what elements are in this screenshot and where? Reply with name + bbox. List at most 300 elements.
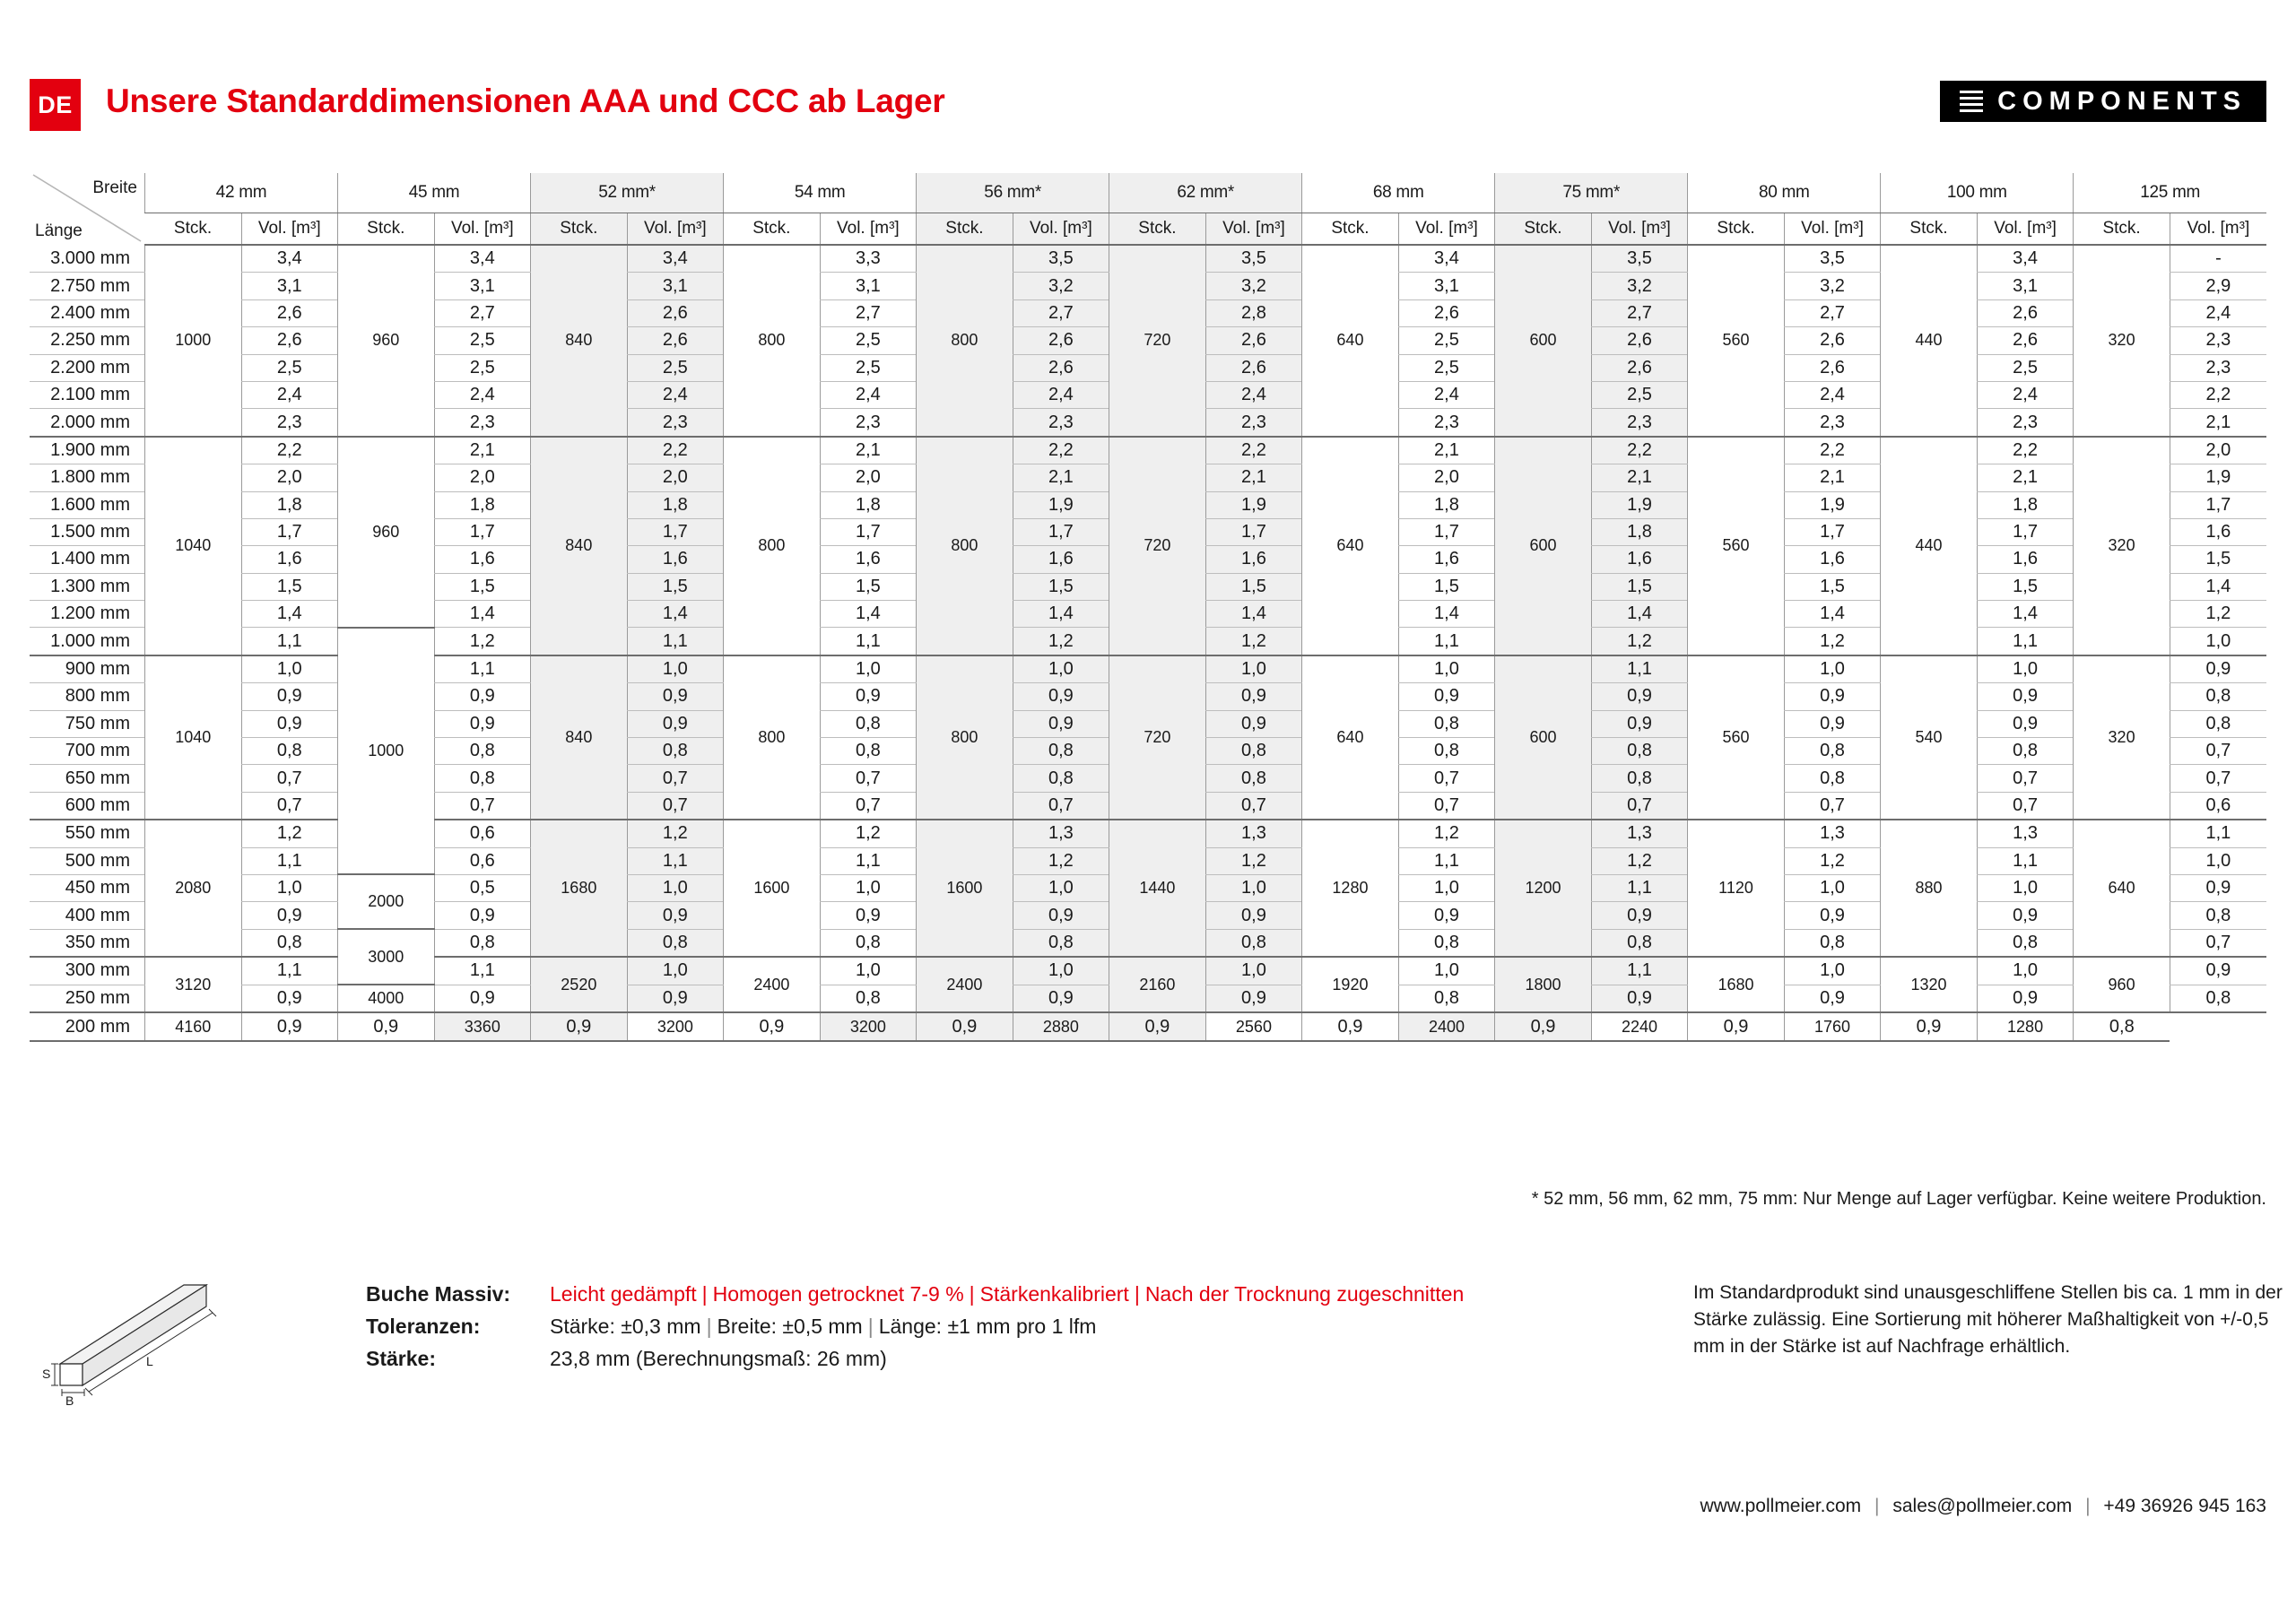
volume-cell: 0,7 bbox=[1977, 792, 2074, 820]
volume-cell: 0,8 bbox=[1205, 738, 1302, 765]
volume-cell: 3,1 bbox=[1398, 273, 1495, 299]
volume-cell: 1,5 bbox=[2170, 546, 2266, 573]
volume-cell: 1,6 bbox=[1205, 546, 1302, 573]
axis-corner-cell bbox=[30, 173, 145, 245]
stck-cell: 600 bbox=[1495, 437, 1592, 655]
contact-website[interactable]: www.pollmeier.com bbox=[1700, 1496, 1862, 1516]
contact-email[interactable]: sales@pollmeier.com bbox=[1892, 1496, 2073, 1516]
volume-cell: 0,9 bbox=[1784, 710, 1881, 737]
volume-cell: 1,2 bbox=[1205, 847, 1302, 874]
length-cell: 650 mm bbox=[30, 765, 145, 792]
stck-cell: 440 bbox=[1881, 437, 1978, 655]
stck-cell: 880 bbox=[1881, 820, 1978, 957]
volume-cell: 1,2 bbox=[1398, 820, 1495, 847]
volume-cell: 0,8 bbox=[1591, 738, 1688, 765]
volume-cell: 0,7 bbox=[1013, 792, 1109, 820]
stck-cell: 640 bbox=[1302, 437, 1399, 655]
volume-cell: 2,4 bbox=[1013, 381, 1109, 408]
volume-cell: 1,0 bbox=[1977, 655, 2074, 683]
volume-cell: 3,3 bbox=[820, 245, 917, 273]
length-cell: 200 mm bbox=[30, 1012, 145, 1040]
volume-cell: 1,6 bbox=[241, 546, 338, 573]
volume-cell: 0,8 bbox=[2170, 683, 2266, 710]
volume-cell: 1,1 bbox=[2170, 820, 2266, 847]
volume-cell: 0,8 bbox=[1784, 765, 1881, 792]
volume-cell: 0,8 bbox=[820, 929, 917, 957]
volume-cell: 1,4 bbox=[1398, 601, 1495, 628]
stck-cell: 640 bbox=[2074, 820, 2170, 957]
volume-cell: 3,4 bbox=[241, 245, 338, 273]
length-cell: 550 mm bbox=[30, 820, 145, 847]
volume-cell: 0,9 bbox=[1977, 902, 2074, 929]
length-cell: 350 mm bbox=[30, 929, 145, 957]
volume-cell: 1,1 bbox=[241, 628, 338, 655]
width-group-header: 68 mm bbox=[1302, 173, 1495, 213]
volume-cell: 1,6 bbox=[1398, 546, 1495, 573]
volume-cell: 1,6 bbox=[1784, 546, 1881, 573]
volume-cell: 1,4 bbox=[2170, 573, 2266, 600]
volume-cell: 0,7 bbox=[1205, 792, 1302, 820]
volume-cell: 0,7 bbox=[1977, 765, 2074, 792]
stck-cell: 2520 bbox=[531, 957, 628, 1012]
length-cell: 1.300 mm bbox=[30, 573, 145, 600]
volume-cell: 1,0 bbox=[820, 655, 917, 683]
volume-cell: 2,0 bbox=[820, 464, 917, 491]
volume-cell: 0,8 bbox=[1591, 765, 1688, 792]
volume-cell: 0,9 bbox=[627, 710, 724, 737]
volume-cell: 0,8 bbox=[434, 765, 531, 792]
stck-cell: 1040 bbox=[145, 655, 242, 820]
volume-cell: 0,6 bbox=[434, 847, 531, 874]
volume-cell: 2,3 bbox=[1591, 409, 1688, 437]
volume-cell: 0,6 bbox=[434, 820, 531, 847]
volume-cell: 0,7 bbox=[1784, 792, 1881, 820]
hamburger-bars-icon bbox=[1960, 87, 1983, 116]
spec-part: Stärke: ±0,3 mm bbox=[550, 1315, 701, 1338]
volume-cell: 1,0 bbox=[1784, 655, 1881, 683]
sub-header-vol: Vol. [m³] bbox=[1205, 213, 1302, 246]
volume-cell: 1,0 bbox=[1205, 957, 1302, 985]
table-row bbox=[30, 1012, 2266, 1040]
table-row bbox=[30, 245, 2266, 273]
stck-cell: 560 bbox=[1688, 437, 1785, 655]
volume-cell: 1,9 bbox=[1591, 491, 1688, 518]
volume-cell: 1,6 bbox=[1591, 546, 1688, 573]
volume-cell: 0,9 bbox=[1013, 902, 1109, 929]
volume-cell: 1,8 bbox=[1977, 491, 2074, 518]
volume-cell: 1,6 bbox=[434, 546, 531, 573]
length-cell: 250 mm bbox=[30, 985, 145, 1012]
volume-cell: 2,3 bbox=[1205, 409, 1302, 437]
volume-cell: 3,4 bbox=[1977, 245, 2074, 273]
stck-cell: 800 bbox=[724, 655, 821, 820]
width-group-header: 56 mm* bbox=[917, 173, 1109, 213]
volume-cell: 1,4 bbox=[820, 601, 917, 628]
volume-cell: 0,8 bbox=[627, 929, 724, 957]
volume-cell: 1,6 bbox=[627, 546, 724, 573]
volume-cell: 1,0 bbox=[1977, 957, 2074, 985]
spec-separator: | bbox=[867, 1315, 874, 1338]
volume-cell: 0,7 bbox=[820, 765, 917, 792]
width-group-header: 42 mm bbox=[145, 173, 338, 213]
volume-cell: 1,1 bbox=[241, 957, 338, 985]
stck-cell: 2080 bbox=[145, 820, 242, 957]
volume-cell: 2,0 bbox=[627, 464, 724, 491]
volume-cell: 1,0 bbox=[1013, 874, 1109, 901]
volume-cell: 2,4 bbox=[1977, 381, 2074, 408]
spec-value bbox=[550, 1315, 1096, 1339]
volume-cell: 0,9 bbox=[241, 985, 338, 1012]
volume-cell: 2,7 bbox=[434, 299, 531, 326]
sub-header-stck: Stck. bbox=[724, 213, 821, 246]
volume-cell: 1,3 bbox=[1784, 820, 1881, 847]
volume-cell: 2,4 bbox=[820, 381, 917, 408]
volume-cell: 0,7 bbox=[1398, 792, 1495, 820]
beam-diagram bbox=[42, 1269, 345, 1408]
volume-cell: 1,2 bbox=[241, 820, 338, 847]
volume-cell: 1,8 bbox=[820, 491, 917, 518]
volume-cell: 0,9 bbox=[1205, 902, 1302, 929]
volume-cell: 2,1 bbox=[2170, 409, 2266, 437]
volume-cell: 1,0 bbox=[1398, 874, 1495, 901]
volume-cell: 3,1 bbox=[627, 273, 724, 299]
sub-header-stck: Stck. bbox=[338, 213, 435, 246]
volume-cell: 1,4 bbox=[1784, 601, 1881, 628]
volume-cell: 0,5 bbox=[434, 874, 531, 901]
length-cell: 1.900 mm bbox=[30, 437, 145, 464]
volume-cell: 2,5 bbox=[820, 327, 917, 354]
volume-cell: 1,9 bbox=[1784, 491, 1881, 518]
volume-cell: 0,9 bbox=[627, 902, 724, 929]
volume-cell: 1,5 bbox=[1205, 573, 1302, 600]
spec-part: Breite: ±0,5 mm bbox=[717, 1315, 863, 1338]
volume-cell: 2,3 bbox=[1977, 409, 2074, 437]
volume-cell: 0,8 bbox=[434, 738, 531, 765]
volume-cell: 0,8 bbox=[1013, 765, 1109, 792]
volume-cell: 2,5 bbox=[434, 354, 531, 381]
volume-cell: 0,9 bbox=[627, 683, 724, 710]
volume-cell: 0,9 bbox=[2170, 655, 2266, 683]
length-cell: 1.800 mm bbox=[30, 464, 145, 491]
volume-cell: 3,1 bbox=[820, 273, 917, 299]
volume-cell: 0,7 bbox=[2170, 738, 2266, 765]
volume-cell: 0,9 bbox=[241, 1012, 338, 1040]
volume-cell: 2,2 bbox=[1977, 437, 2074, 464]
volume-cell: 1,1 bbox=[1977, 847, 2074, 874]
volume-cell: 0,9 bbox=[1784, 985, 1881, 1012]
volume-cell: 1,0 bbox=[1784, 874, 1881, 901]
volume-cell: 0,8 bbox=[241, 929, 338, 957]
volume-cell: 2,4 bbox=[1205, 381, 1302, 408]
volume-cell: 0,8 bbox=[2074, 1012, 2170, 1040]
contact-phone: +49 36926 945 163 bbox=[2103, 1496, 2266, 1516]
volume-cell: 3,1 bbox=[1977, 273, 2074, 299]
volume-cell: 0,9 bbox=[627, 985, 724, 1012]
volume-cell: 1,8 bbox=[241, 491, 338, 518]
stck-cell: 2560 bbox=[1205, 1012, 1302, 1040]
stck-cell: 1680 bbox=[531, 820, 628, 957]
volume-cell: 1,1 bbox=[1591, 957, 1688, 985]
volume-cell: 1,5 bbox=[1398, 573, 1495, 600]
stck-cell: 3200 bbox=[820, 1012, 917, 1040]
spec-value bbox=[550, 1282, 1464, 1306]
volume-cell: 1,2 bbox=[820, 820, 917, 847]
volume-cell: 1,3 bbox=[1591, 820, 1688, 847]
volume-cell: 1,7 bbox=[1013, 518, 1109, 545]
volume-cell: 1,2 bbox=[1013, 847, 1109, 874]
volume-cell: 0,8 bbox=[1591, 929, 1688, 957]
volume-cell: 2,3 bbox=[820, 409, 917, 437]
volume-cell: 0,8 bbox=[434, 929, 531, 957]
volume-cell: 1,1 bbox=[1977, 628, 2074, 655]
volume-cell: 1,7 bbox=[434, 518, 531, 545]
stck-cell: 600 bbox=[1495, 245, 1592, 437]
volume-cell: 2,6 bbox=[241, 327, 338, 354]
beam-dimension-label: S bbox=[42, 1367, 51, 1381]
stck-cell: 1800 bbox=[1495, 957, 1592, 1012]
stck-cell: 1440 bbox=[1109, 820, 1206, 957]
stck-cell: 1600 bbox=[917, 820, 1013, 957]
volume-cell: 2,1 bbox=[820, 437, 917, 464]
length-cell: 500 mm bbox=[30, 847, 145, 874]
spec-separator: | bbox=[1134, 1282, 1140, 1306]
stck-cell: 1280 bbox=[1302, 820, 1399, 957]
stck-cell: 800 bbox=[724, 245, 821, 437]
volume-cell: 1,8 bbox=[1398, 491, 1495, 518]
volume-cell: 1,0 bbox=[1784, 957, 1881, 985]
volume-cell: 0,8 bbox=[2170, 985, 2266, 1012]
volume-cell: 2,6 bbox=[1977, 327, 2074, 354]
volume-cell: 2,1 bbox=[1205, 464, 1302, 491]
volume-cell: 0,8 bbox=[820, 738, 917, 765]
stck-cell: 720 bbox=[1109, 245, 1206, 437]
length-cell: 450 mm bbox=[30, 874, 145, 901]
length-cell: 2.750 mm bbox=[30, 273, 145, 299]
volume-cell: 3,5 bbox=[1013, 245, 1109, 273]
volume-cell: 0,7 bbox=[2170, 929, 2266, 957]
volume-cell: 0,9 bbox=[531, 1012, 628, 1040]
volume-cell: 0,9 bbox=[434, 683, 531, 710]
brand-logo bbox=[1940, 81, 2266, 122]
product-info-block bbox=[30, 1260, 2283, 1439]
volume-cell: 2,1 bbox=[1398, 437, 1495, 464]
stck-cell: 3120 bbox=[145, 957, 242, 1012]
dimensions-table-wrapper bbox=[30, 173, 2266, 1042]
volume-cell: 2,3 bbox=[1784, 409, 1881, 437]
volume-cell: 0,9 bbox=[1013, 683, 1109, 710]
width-group-header: 54 mm bbox=[724, 173, 917, 213]
stck-cell: 1000 bbox=[338, 628, 435, 875]
volume-cell: 2,0 bbox=[1398, 464, 1495, 491]
length-cell: 2.400 mm bbox=[30, 299, 145, 326]
spec-label: Buche Massiv: bbox=[366, 1282, 511, 1306]
volume-cell: 1,6 bbox=[2170, 518, 2266, 545]
volume-cell: 1,1 bbox=[820, 847, 917, 874]
volume-cell: 1,0 bbox=[2170, 847, 2266, 874]
volume-cell: 1,2 bbox=[2170, 601, 2266, 628]
volume-cell: 0,7 bbox=[241, 765, 338, 792]
width-group-header: 125 mm bbox=[2074, 173, 2266, 213]
volume-cell: 0,7 bbox=[1398, 765, 1495, 792]
volume-cell: 2,7 bbox=[1013, 299, 1109, 326]
width-group-header: 62 mm* bbox=[1109, 173, 1302, 213]
volume-cell: 1,5 bbox=[241, 573, 338, 600]
volume-cell: 2,6 bbox=[241, 299, 338, 326]
volume-cell: 1,3 bbox=[1013, 820, 1109, 847]
spec-row bbox=[366, 1282, 1464, 1306]
volume-cell: 0,9 bbox=[1013, 985, 1109, 1012]
stck-cell: 1280 bbox=[1977, 1012, 2074, 1040]
length-cell: 2.250 mm bbox=[30, 327, 145, 354]
length-cell: 750 mm bbox=[30, 710, 145, 737]
volume-cell: 2,0 bbox=[2170, 437, 2266, 464]
volume-cell: 0,8 bbox=[1013, 738, 1109, 765]
table-head bbox=[30, 173, 2266, 245]
length-cell: 400 mm bbox=[30, 902, 145, 929]
volume-cell: 1,8 bbox=[627, 491, 724, 518]
volume-cell: 0,9 bbox=[434, 985, 531, 1012]
volume-cell: 1,2 bbox=[434, 628, 531, 655]
stck-cell: 960 bbox=[2074, 957, 2170, 1012]
stck-cell: 2160 bbox=[1109, 957, 1206, 1012]
volume-cell: 2,7 bbox=[1591, 299, 1688, 326]
volume-cell: 0,9 bbox=[1205, 710, 1302, 737]
stck-cell: 960 bbox=[338, 245, 435, 437]
volume-cell: 2,6 bbox=[1784, 354, 1881, 381]
volume-cell: 2,3 bbox=[2170, 327, 2266, 354]
volume-cell: 1,8 bbox=[434, 491, 531, 518]
stck-cell: 540 bbox=[1881, 655, 1978, 820]
logo-text: COMPONENTS bbox=[1997, 86, 2247, 116]
volume-cell: - bbox=[2170, 245, 2266, 273]
volume-cell: 1,0 bbox=[627, 874, 724, 901]
volume-cell: 1,5 bbox=[1784, 573, 1881, 600]
volume-cell: 1,1 bbox=[820, 628, 917, 655]
stck-cell: 1600 bbox=[724, 820, 821, 957]
stck-cell: 1320 bbox=[1881, 957, 1978, 1012]
stck-cell: 1000 bbox=[145, 245, 242, 437]
volume-cell: 0,9 bbox=[2170, 957, 2266, 985]
volume-cell: 3,1 bbox=[434, 273, 531, 299]
volume-cell: 0,8 bbox=[627, 738, 724, 765]
volume-cell: 2,6 bbox=[1013, 354, 1109, 381]
volume-cell: 1,1 bbox=[434, 655, 531, 683]
volume-cell: 1,0 bbox=[1013, 957, 1109, 985]
volume-cell: 2,6 bbox=[627, 327, 724, 354]
stck-cell: 800 bbox=[724, 437, 821, 655]
volume-cell: 0,8 bbox=[820, 985, 917, 1012]
volume-cell: 1,4 bbox=[434, 601, 531, 628]
volume-cell: 1,4 bbox=[627, 601, 724, 628]
stck-cell: 3000 bbox=[338, 929, 435, 985]
volume-cell: 2,7 bbox=[820, 299, 917, 326]
volume-cell: 0,9 bbox=[434, 710, 531, 737]
volume-cell: 1,7 bbox=[820, 518, 917, 545]
stck-cell: 320 bbox=[2074, 245, 2170, 437]
volume-cell: 0,8 bbox=[820, 710, 917, 737]
volume-cell: 1,0 bbox=[1205, 655, 1302, 683]
stck-cell: 3360 bbox=[434, 1012, 531, 1040]
sub-header-vol: Vol. [m³] bbox=[627, 213, 724, 246]
volume-cell: 0,9 bbox=[1977, 985, 2074, 1012]
volume-cell: 0,8 bbox=[2170, 902, 2266, 929]
volume-cell: 2,5 bbox=[1398, 327, 1495, 354]
spec-row bbox=[366, 1347, 1464, 1371]
volume-cell: 0,9 bbox=[1977, 683, 2074, 710]
volume-cell: 2,5 bbox=[627, 354, 724, 381]
page-header bbox=[0, 79, 2296, 135]
volume-cell: 1,0 bbox=[627, 957, 724, 985]
stck-cell: 1120 bbox=[1688, 820, 1785, 957]
width-group-header: 80 mm bbox=[1688, 173, 1881, 213]
volume-cell: 0,9 bbox=[1784, 902, 1881, 929]
length-cell: 700 mm bbox=[30, 738, 145, 765]
volume-cell: 1,1 bbox=[1591, 655, 1688, 683]
stck-cell: 2880 bbox=[1013, 1012, 1109, 1040]
volume-cell: 3,4 bbox=[434, 245, 531, 273]
spec-part: Nach der Trocknung zugeschnitten bbox=[1144, 1282, 1465, 1306]
volume-cell: 3,2 bbox=[1013, 273, 1109, 299]
volume-cell: 2,3 bbox=[241, 409, 338, 437]
volume-cell: 1,0 bbox=[2170, 628, 2266, 655]
volume-cell: 0,9 bbox=[1591, 902, 1688, 929]
length-cell: 1.200 mm bbox=[30, 601, 145, 628]
volume-cell: 1,5 bbox=[627, 573, 724, 600]
volume-cell: 1,5 bbox=[434, 573, 531, 600]
volume-cell: 1,7 bbox=[627, 518, 724, 545]
spec-part: 23,8 mm (Berechnungsmaß: 26 mm) bbox=[550, 1347, 887, 1370]
width-group-header: 52 mm* bbox=[531, 173, 724, 213]
stck-cell: 640 bbox=[1302, 245, 1399, 437]
volume-cell: 2,1 bbox=[1013, 464, 1109, 491]
volume-cell: 1,7 bbox=[1784, 518, 1881, 545]
length-cell: 2.100 mm bbox=[30, 381, 145, 408]
volume-cell: 2,5 bbox=[1591, 381, 1688, 408]
sub-header-stck: Stck. bbox=[917, 213, 1013, 246]
volume-cell: 0,9 bbox=[1784, 683, 1881, 710]
sub-header-stck: Stck. bbox=[1109, 213, 1206, 246]
volume-cell: 2,6 bbox=[1205, 327, 1302, 354]
volume-cell: 2,1 bbox=[1977, 464, 2074, 491]
volume-cell: 0,9 bbox=[2170, 874, 2266, 901]
axis-label-breite: Breite bbox=[92, 178, 137, 197]
volume-cell: 2,7 bbox=[1784, 299, 1881, 326]
volume-cell: 0,9 bbox=[1205, 683, 1302, 710]
volume-cell: 1,5 bbox=[820, 573, 917, 600]
length-cell: 1.400 mm bbox=[30, 546, 145, 573]
volume-cell: 1,8 bbox=[1591, 518, 1688, 545]
volume-cell: 2,4 bbox=[1784, 381, 1881, 408]
spec-label: Stärke: bbox=[366, 1347, 436, 1370]
volume-cell: 1,0 bbox=[627, 655, 724, 683]
sub-header-stck: Stck. bbox=[1495, 213, 1592, 246]
beam-dimension-label: L bbox=[146, 1354, 153, 1368]
width-header-row bbox=[30, 173, 2266, 213]
volume-cell: 1,0 bbox=[1013, 655, 1109, 683]
volume-cell: 1,0 bbox=[1977, 874, 2074, 901]
width-group-header: 100 mm bbox=[1881, 173, 2074, 213]
sub-header-stck: Stck. bbox=[2074, 213, 2170, 246]
page-title: Unsere Standarddimensionen AAA und CCC ab Lager bbox=[106, 82, 945, 119]
volume-cell: 0,9 bbox=[1302, 1012, 1399, 1040]
spec-separator: | bbox=[706, 1315, 712, 1338]
volume-cell: 1,0 bbox=[820, 874, 917, 901]
volume-cell: 1,2 bbox=[1784, 847, 1881, 874]
volume-cell: 0,8 bbox=[1398, 738, 1495, 765]
volume-cell: 0,7 bbox=[627, 765, 724, 792]
volume-cell: 0,9 bbox=[241, 902, 338, 929]
spec-value bbox=[550, 1347, 887, 1371]
